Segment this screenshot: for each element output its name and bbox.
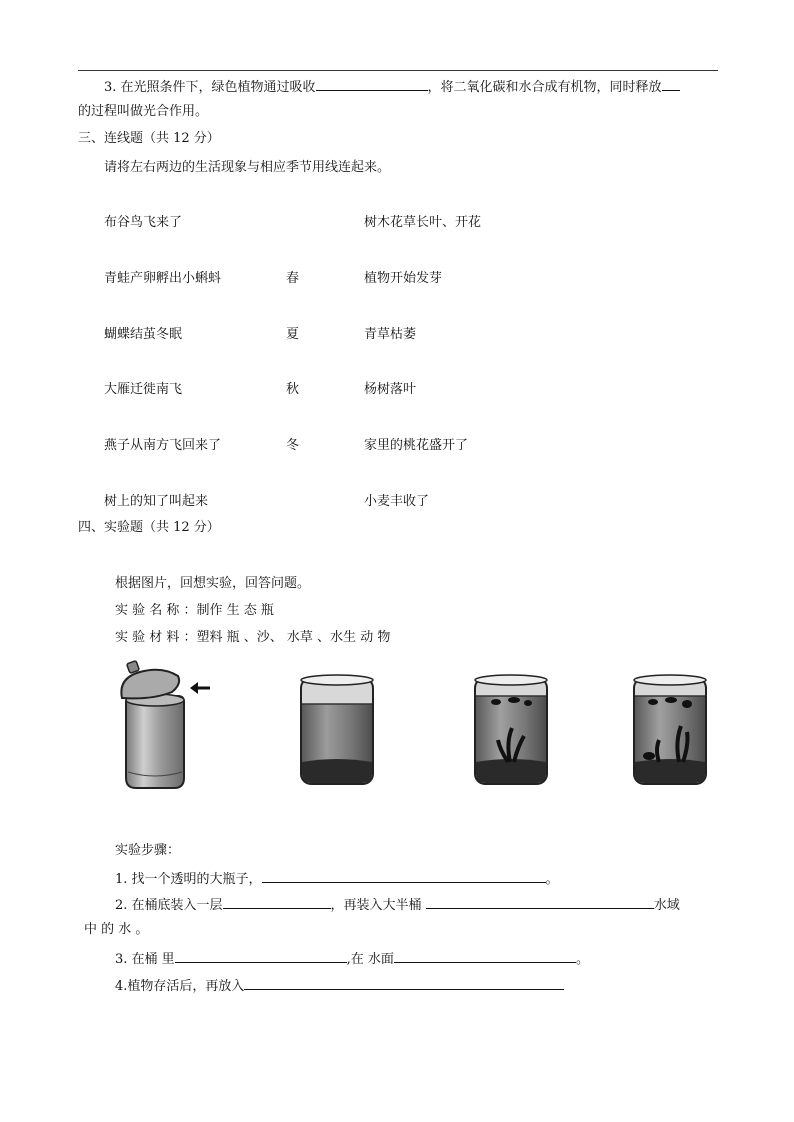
q3-line1 bbox=[104, 78, 680, 96]
header-rule bbox=[78, 70, 718, 71]
season-autumn[interactable]: 秋 bbox=[286, 382, 300, 397]
right-item[interactable]: 青草枯萎 bbox=[364, 327, 417, 342]
section3-instruction: 请将左右两边的生活现象与相应季节用线连起来。 bbox=[104, 160, 391, 175]
right-item[interactable]: 植物开始发芽 bbox=[364, 271, 443, 286]
season-spring[interactable]: 春 bbox=[286, 271, 300, 286]
section3-title: 三、连线题（共 12 分） bbox=[78, 131, 220, 146]
bottle-plants-animals-illustration bbox=[629, 670, 711, 790]
step2-blank-2[interactable] bbox=[426, 896, 654, 909]
step3-blank-1[interactable] bbox=[175, 950, 347, 963]
q3-text-a: 3. 在光照条件下，绿色植物通过吸收 bbox=[104, 80, 316, 95]
bottle-sand-water-illustration bbox=[296, 670, 378, 790]
step4-blank[interactable] bbox=[244, 977, 564, 990]
steps-title: 实验步骤： bbox=[115, 843, 181, 858]
right-item[interactable]: 小麦丰收了 bbox=[364, 494, 430, 509]
step-4: 4.植物存活后，再放入 bbox=[115, 977, 564, 995]
step-3: 3. 在桶 里 ,在 水面 。 bbox=[115, 952, 589, 967]
section4-title: 四、实验题（共 12 分） bbox=[78, 520, 220, 535]
experiment-name: 实 验 名 称 ：制作 生 态 瓶 bbox=[115, 603, 274, 618]
left-item[interactable]: 树上的知了叫起来 bbox=[104, 494, 209, 509]
q3-blank-2[interactable] bbox=[662, 78, 680, 91]
q3-blank-1[interactable] bbox=[316, 78, 428, 91]
q3-text-b: ，将二氧化碳和水合成有机物，同时释放 bbox=[427, 80, 662, 95]
step-2: 2. 在桶底装入一层 ，再装入大半桶 水域 bbox=[115, 898, 680, 913]
left-item[interactable]: 蝴蝶结茧冬眠 bbox=[104, 327, 183, 342]
step1-blank[interactable] bbox=[262, 870, 546, 883]
left-item[interactable]: 大雁迁徙南飞 bbox=[104, 382, 183, 397]
season-summer[interactable]: 夏 bbox=[286, 327, 300, 342]
step-1: 1. 找一个透明的大瓶子， 。 bbox=[115, 872, 559, 887]
bottle-cut-open-illustration bbox=[112, 660, 212, 795]
section4-intro: 根据图片，回想实验，回答问题。 bbox=[115, 576, 311, 591]
experiment-materials: 实 验 材 料 ：塑料 瓶 、沙、 水草 、水生 动 物 bbox=[115, 630, 391, 645]
left-item[interactable]: 青蛙产卵孵出小蝌蚪 bbox=[104, 271, 222, 286]
q3-line2: 的过程叫做光合作用。 bbox=[78, 104, 209, 119]
season-winter[interactable]: 冬 bbox=[286, 438, 300, 453]
step-2-continued: 中 的 水 。 bbox=[84, 922, 149, 937]
right-item[interactable]: 树木花草长叶、开花 bbox=[364, 215, 482, 230]
step3-blank-2[interactable] bbox=[394, 950, 576, 963]
right-item[interactable]: 杨树落叶 bbox=[364, 382, 417, 397]
right-item[interactable]: 家里的桃花盛开了 bbox=[364, 438, 469, 453]
left-item[interactable]: 燕子从南方飞回来了 bbox=[104, 438, 222, 453]
left-item[interactable]: 布谷鸟飞来了 bbox=[104, 215, 183, 230]
bottle-plants-illustration bbox=[470, 670, 552, 790]
step2-blank-1[interactable] bbox=[223, 896, 331, 909]
